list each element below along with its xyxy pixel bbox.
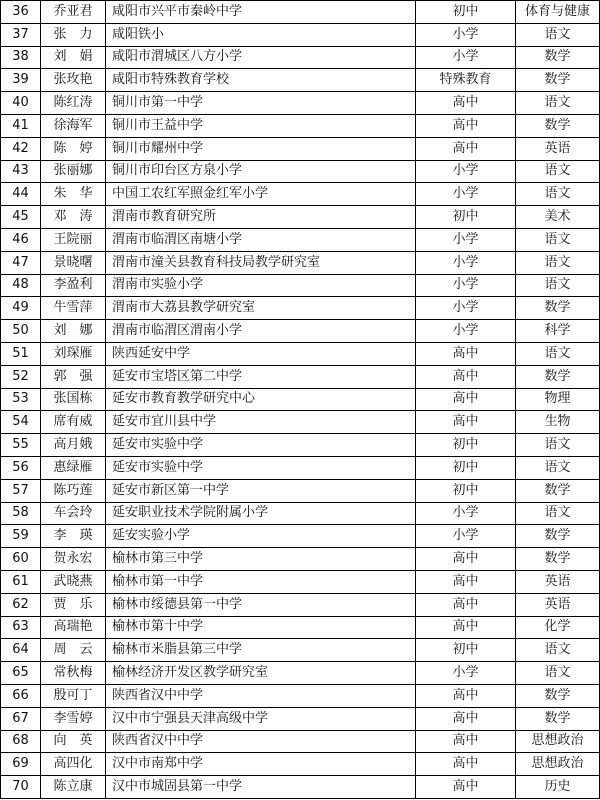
row-number: 61 (1, 570, 41, 593)
table-row (1, 183, 600, 206)
table-row (1, 388, 600, 411)
school-level: 小学 (416, 23, 516, 46)
school-level: 高中 (416, 548, 516, 571)
school-name: 中国工农红军照金红军小学 (106, 183, 416, 206)
school-level: 初中 (416, 1, 516, 24)
teacher-name: 张玫艳 (41, 69, 106, 92)
school-name: 咸阳市渭城区八方小学 (106, 46, 416, 69)
teacher-name: 常秋梅 (41, 662, 106, 685)
subject: 数学 (516, 69, 600, 92)
table-row (1, 525, 600, 548)
school-name: 铜川市印台区方泉小学 (106, 160, 416, 183)
school-level: 高中 (416, 342, 516, 365)
row-number: 38 (1, 46, 41, 69)
table-row (1, 1, 600, 24)
row-number: 53 (1, 388, 41, 411)
table-row (1, 92, 600, 115)
teacher-name: 陈 婷 (41, 137, 106, 160)
school-name: 延安市新区第一中学 (106, 479, 416, 502)
table-row (1, 365, 600, 388)
teacher-name: 邓 涛 (41, 206, 106, 229)
teacher-name: 李雪婷 (41, 707, 106, 730)
school-name: 陕西延安中学 (106, 342, 416, 365)
table-row (1, 342, 600, 365)
table-row (1, 707, 600, 730)
teacher-name: 陈巧莲 (41, 479, 106, 502)
table-row (1, 616, 600, 639)
subject: 语文 (516, 456, 600, 479)
subject: 英语 (516, 570, 600, 593)
school-name: 榆林市米脂县第三中学 (106, 639, 416, 662)
subject: 生物 (516, 411, 600, 434)
table-row (1, 206, 600, 229)
teacher-name: 刘 娟 (41, 46, 106, 69)
row-number: 36 (1, 1, 41, 24)
subject: 历史 (516, 776, 600, 799)
school-level: 小学 (416, 251, 516, 274)
table-row (1, 228, 600, 251)
subject: 数学 (516, 114, 600, 137)
school-name: 渭南市临渭区渭南小学 (106, 320, 416, 343)
school-name: 陕西省汉中中学 (106, 730, 416, 753)
school-level: 高中 (416, 137, 516, 160)
table-row (1, 570, 600, 593)
table-body (1, 1, 600, 799)
subject: 语文 (516, 251, 600, 274)
row-number: 45 (1, 206, 41, 229)
school-name: 延安市宝塔区第二中学 (106, 365, 416, 388)
school-level: 高中 (416, 365, 516, 388)
school-name: 延安实验小学 (106, 525, 416, 548)
subject: 美术 (516, 206, 600, 229)
teacher-name: 惠绿雁 (41, 456, 106, 479)
subject: 数学 (516, 46, 600, 69)
table-row (1, 753, 600, 776)
row-number: 65 (1, 662, 41, 685)
school-name: 汉中市南郑中学 (106, 753, 416, 776)
school-level: 高中 (416, 616, 516, 639)
row-number: 62 (1, 593, 41, 616)
school-name: 渭南市临渭区南塘小学 (106, 228, 416, 251)
teacher-name: 张国栋 (41, 388, 106, 411)
school-name: 榆林市第三中学 (106, 548, 416, 571)
row-number: 63 (1, 616, 41, 639)
teacher-name: 车会玲 (41, 502, 106, 525)
subject: 语文 (516, 502, 600, 525)
school-name: 榆林市第一中学 (106, 570, 416, 593)
school-level: 高中 (416, 776, 516, 799)
school-level: 初中 (416, 639, 516, 662)
row-number: 59 (1, 525, 41, 548)
teacher-name: 景晓曙 (41, 251, 106, 274)
row-number: 40 (1, 92, 41, 115)
subject: 语文 (516, 342, 600, 365)
row-number: 69 (1, 753, 41, 776)
subject: 数学 (516, 525, 600, 548)
school-name: 渭南市教育研究所 (106, 206, 416, 229)
table-row (1, 639, 600, 662)
teacher-name: 王院丽 (41, 228, 106, 251)
school-level: 初中 (416, 434, 516, 457)
subject: 数学 (516, 479, 600, 502)
school-level: 高中 (416, 570, 516, 593)
table-row (1, 411, 600, 434)
row-number: 47 (1, 251, 41, 274)
teacher-name: 席有威 (41, 411, 106, 434)
school-level: 小学 (416, 297, 516, 320)
subject: 英语 (516, 593, 600, 616)
school-name: 延安市教育教学研究中心 (106, 388, 416, 411)
row-number: 68 (1, 730, 41, 753)
table-row (1, 730, 600, 753)
school-name: 汉中市城固县第一中学 (106, 776, 416, 799)
school-level: 高中 (416, 92, 516, 115)
subject: 思想政治 (516, 753, 600, 776)
teacher-name: 张 力 (41, 23, 106, 46)
teacher-name: 徐海军 (41, 114, 106, 137)
teacher-name: 陈立康 (41, 776, 106, 799)
table-row (1, 114, 600, 137)
school-level: 小学 (416, 46, 516, 69)
teacher-name: 贺永宏 (41, 548, 106, 571)
school-name: 铜川市第一中学 (106, 92, 416, 115)
school-level: 初中 (416, 456, 516, 479)
teacher-name: 高四化 (41, 753, 106, 776)
row-number: 54 (1, 411, 41, 434)
row-number: 39 (1, 69, 41, 92)
table-row (1, 479, 600, 502)
table-row (1, 23, 600, 46)
school-level: 小学 (416, 320, 516, 343)
row-number: 49 (1, 297, 41, 320)
teacher-name: 刘琛雁 (41, 342, 106, 365)
subject: 语文 (516, 662, 600, 685)
subject: 科学 (516, 320, 600, 343)
row-number: 50 (1, 320, 41, 343)
school-level: 高中 (416, 388, 516, 411)
subject: 语文 (516, 92, 600, 115)
row-number: 44 (1, 183, 41, 206)
row-number: 46 (1, 228, 41, 251)
school-name: 咸阳市特殊教育学校 (106, 69, 416, 92)
table-row (1, 502, 600, 525)
teacher-name: 郭 强 (41, 365, 106, 388)
school-level: 小学 (416, 502, 516, 525)
school-level: 小学 (416, 525, 516, 548)
subject: 数学 (516, 684, 600, 707)
subject: 数学 (516, 365, 600, 388)
row-number: 56 (1, 456, 41, 479)
school-level: 小学 (416, 228, 516, 251)
table-row (1, 46, 600, 69)
subject: 数学 (516, 297, 600, 320)
row-number: 37 (1, 23, 41, 46)
subject: 语文 (516, 639, 600, 662)
school-level: 小学 (416, 183, 516, 206)
table-row (1, 593, 600, 616)
school-name: 榆林市第十中学 (106, 616, 416, 639)
teacher-name: 向 英 (41, 730, 106, 753)
school-level: 高中 (416, 730, 516, 753)
school-level: 初中 (416, 206, 516, 229)
subject: 数学 (516, 707, 600, 730)
school-level: 小学 (416, 274, 516, 297)
school-name: 渭南市潼关县教育科技局教学研究室 (106, 251, 416, 274)
subject: 语文 (516, 228, 600, 251)
row-number: 52 (1, 365, 41, 388)
table-row (1, 320, 600, 343)
table-row (1, 434, 600, 457)
teacher-name: 乔亚君 (41, 1, 106, 24)
school-level: 高中 (416, 753, 516, 776)
school-level: 小学 (416, 662, 516, 685)
row-number: 57 (1, 479, 41, 502)
school-name: 延安职业技术学院附属小学 (106, 502, 416, 525)
table-row (1, 548, 600, 571)
table-row (1, 251, 600, 274)
subject: 化学 (516, 616, 600, 639)
school-level: 高中 (416, 114, 516, 137)
subject: 语文 (516, 23, 600, 46)
teacher-name: 李 瑛 (41, 525, 106, 548)
school-name: 延安市实验中学 (106, 456, 416, 479)
subject: 英语 (516, 137, 600, 160)
school-level: 高中 (416, 684, 516, 707)
row-number: 55 (1, 434, 41, 457)
table-row (1, 69, 600, 92)
row-number: 48 (1, 274, 41, 297)
row-number: 70 (1, 776, 41, 799)
school-level: 高中 (416, 707, 516, 730)
subject: 物理 (516, 388, 600, 411)
teacher-name: 李盈利 (41, 274, 106, 297)
subject: 语文 (516, 274, 600, 297)
table-row (1, 274, 600, 297)
table-row (1, 684, 600, 707)
school-level: 高中 (416, 593, 516, 616)
school-name: 铜川市耀州中学 (106, 137, 416, 160)
row-number: 42 (1, 137, 41, 160)
teacher-name: 高瑞艳 (41, 616, 106, 639)
school-name: 铜川市王益中学 (106, 114, 416, 137)
school-name: 汉中市宁强县天津高级中学 (106, 707, 416, 730)
school-name: 咸阳铁小 (106, 23, 416, 46)
school-name: 延安市宜川县中学 (106, 411, 416, 434)
subject: 语文 (516, 434, 600, 457)
school-name: 榆林经济开发区教学研究室 (106, 662, 416, 685)
teacher-name: 朱 华 (41, 183, 106, 206)
row-number: 51 (1, 342, 41, 365)
table-row (1, 160, 600, 183)
row-number: 60 (1, 548, 41, 571)
school-name: 陕西省汉中中学 (106, 684, 416, 707)
school-level: 初中 (416, 479, 516, 502)
subject: 体育与健康 (516, 1, 600, 24)
row-number: 67 (1, 707, 41, 730)
teacher-name: 殷可丁 (41, 684, 106, 707)
row-number: 41 (1, 114, 41, 137)
row-number: 43 (1, 160, 41, 183)
school-name: 咸阳市兴平市秦岭中学 (106, 1, 416, 24)
teacher-name: 牛雪萍 (41, 297, 106, 320)
row-number: 64 (1, 639, 41, 662)
teacher-name: 贾 乐 (41, 593, 106, 616)
school-name: 渭南市大荔县教学研究室 (106, 297, 416, 320)
school-name: 榆林市绥德县第一中学 (106, 593, 416, 616)
subject: 语文 (516, 183, 600, 206)
school-level: 高中 (416, 411, 516, 434)
table-row (1, 137, 600, 160)
row-number: 58 (1, 502, 41, 525)
teacher-name: 陈红涛 (41, 92, 106, 115)
table-row (1, 662, 600, 685)
table-row (1, 776, 600, 799)
subject: 语文 (516, 160, 600, 183)
teacher-name: 高月娥 (41, 434, 106, 457)
school-name: 渭南市实验小学 (106, 274, 416, 297)
subject: 数学 (516, 548, 600, 571)
row-number: 66 (1, 684, 41, 707)
table-row (1, 456, 600, 479)
teacher-name: 武晓燕 (41, 570, 106, 593)
teacher-name: 周 云 (41, 639, 106, 662)
table-row (1, 297, 600, 320)
teacher-name: 刘 娜 (41, 320, 106, 343)
school-level: 特殊教育 (416, 69, 516, 92)
teacher-name: 张丽娜 (41, 160, 106, 183)
school-level: 小学 (416, 160, 516, 183)
subject: 思想政治 (516, 730, 600, 753)
school-name: 延安市实验中学 (106, 434, 416, 457)
